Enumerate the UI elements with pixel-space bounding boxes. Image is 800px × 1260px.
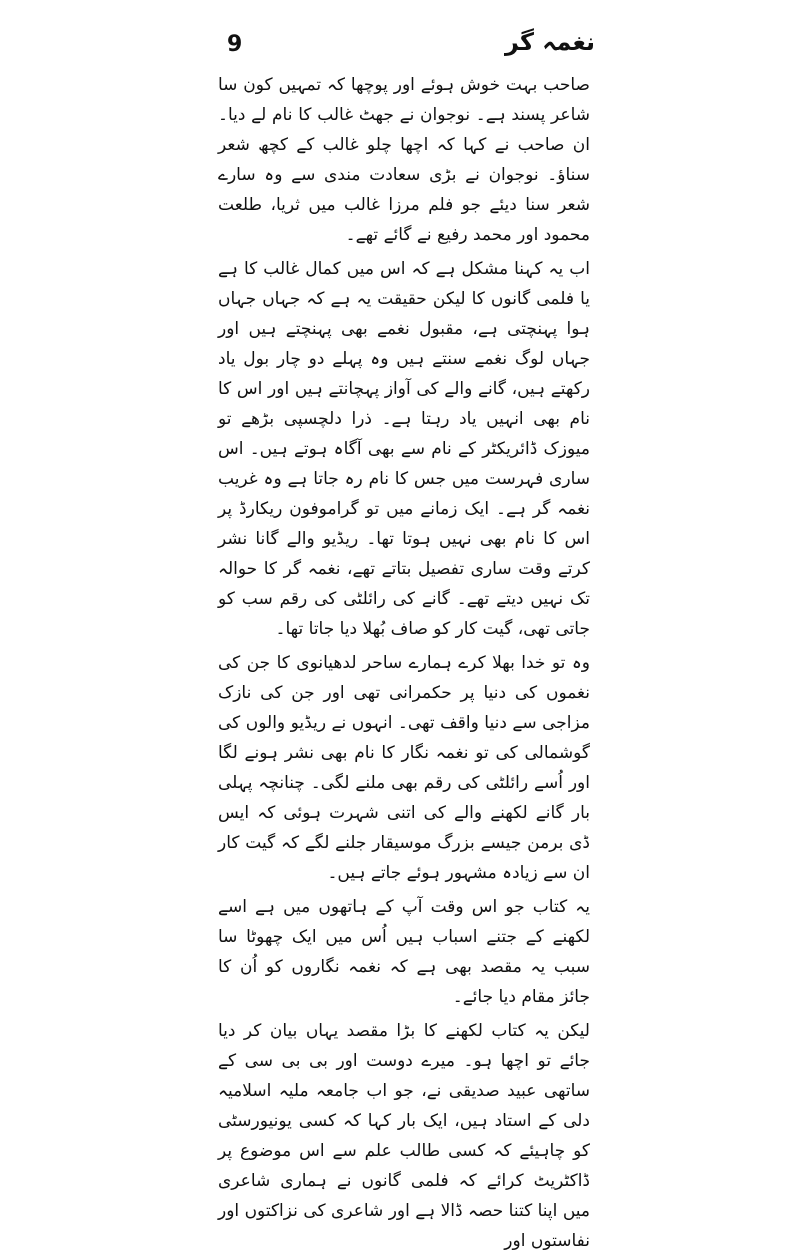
paragraph: صاحب بہت خوش ہوئے اور پوچھا کہ تمہیں کون سا شاعر پسند ہے۔ نوجوان نے جھٹ غالب کا نام لے دیا۔ ان صاحب نے کہا کہ اچھا چلو غالب کے کچھ شعر سناؤ۔ نوجوان نے بڑی سعادت مندی سے وہ سارے شعر سنا دیئے جو فلم مرزا غالب میں ثریا، طلعت محمود اور محمد رفیع نے گائے تھے۔ (218, 75, 590, 245)
page-header (205, 28, 595, 62)
running-title: نغمہ گر (505, 28, 595, 56)
paragraph: اب یہ کہنا مشکل ہے کہ اس میں کمال غالب کا ہے یا فلمی گانوں کا لیکن حقیقت یہ ہے کہ جہاں جہاں ہوا پہنچتی ہے، مقبول نغمے بھی پہنچتے ہیں اور جہاں لوگ نغمے سنتے ہیں وہ پہلے دو چار بول یاد رکھتے ہیں، گانے والے کی آواز پہچانتے ہیں اور اس کا نام بھی انہیں یاد رہتا ہے۔ ذرا دلچسپی بڑھے تو میوزک ڈائریکٹر کے نام سے بھی آگاہ ہوتے ہیں۔ اس ساری فہرست میں جس کا نام رہ جاتا ہے وہ غریب نغمہ گر ہے۔ ایک زمانے میں تو گراموفون ریکارڈ پر اس کا نام بھی نہیں ہوتا تھا۔ ریڈیو والے گانا نشر کرتے وقت ساری تفصیل بتاتے تھے، نغمہ گر کا حوالہ تک نہیں دیتے تھے۔ گانے کی رائلٹی کی رقم سب کو جاتی تھی، گیت کار کو صاف بُھلا دیا جاتا تھا۔ (218, 259, 590, 639)
body-text (218, 70, 590, 1260)
paragraph: لیکن یہ کتاب لکھنے کا بڑا مقصد یہاں بیان کر دیا جائے تو اچھا ہو۔ میرے دوست اور بی بی سی کے ساتھی عبید صدیقی نے، جو اب جامعہ ملیہ اسلامیہ دلی کے استاد ہیں، ایک بار کہا کہ کسی یونیورسٹی کو چاہیئے کہ کسی طالب علم سے اس موضوع پر ڈاکٹریٹ کرائے کہ فلمی گانوں نے ہماری شاعری میں اپنا کتنا حصہ ڈالا ہے اور شاعری کی نزاکتوں اور نفاستوں اور (218, 1021, 590, 1251)
page-number: 9 (227, 32, 243, 57)
paragraph: وہ تو خدا بھلا کرے ہمارے ساحر لدھیانوی کا جن کی نغموں کی دنیا پر حکمرانی تھی اور جن کی نازک مزاجی سے دنیا واقف تھی۔ انہوں نے ریڈیو والوں کی گوشمالی کی تو نغمہ نگار کا نام بھی نشر ہونے لگا اور اُسے رائلٹی کی رقم بھی ملنے لگی۔ چنانچہ پہلی بار گانے لکھنے والے کی اتنی شہرت ہوئی کہ ایس ڈی برمن جیسے بزرگ موسیقار جلنے لگے کہ گیت کار ان سے زیادہ مشہور ہوئے جاتے ہیں۔ (218, 653, 590, 883)
paragraph: یہ کتاب جو اس وقت آپ کے ہاتھوں میں ہے اسے لکھنے کے جتنے اسباب ہیں اُس میں ایک چھوٹا سا سبب یہ مقصد بھی ہے کہ نغمہ نگاروں کو اُن کا جائز مقام دیا جائے۔ (218, 897, 590, 1007)
